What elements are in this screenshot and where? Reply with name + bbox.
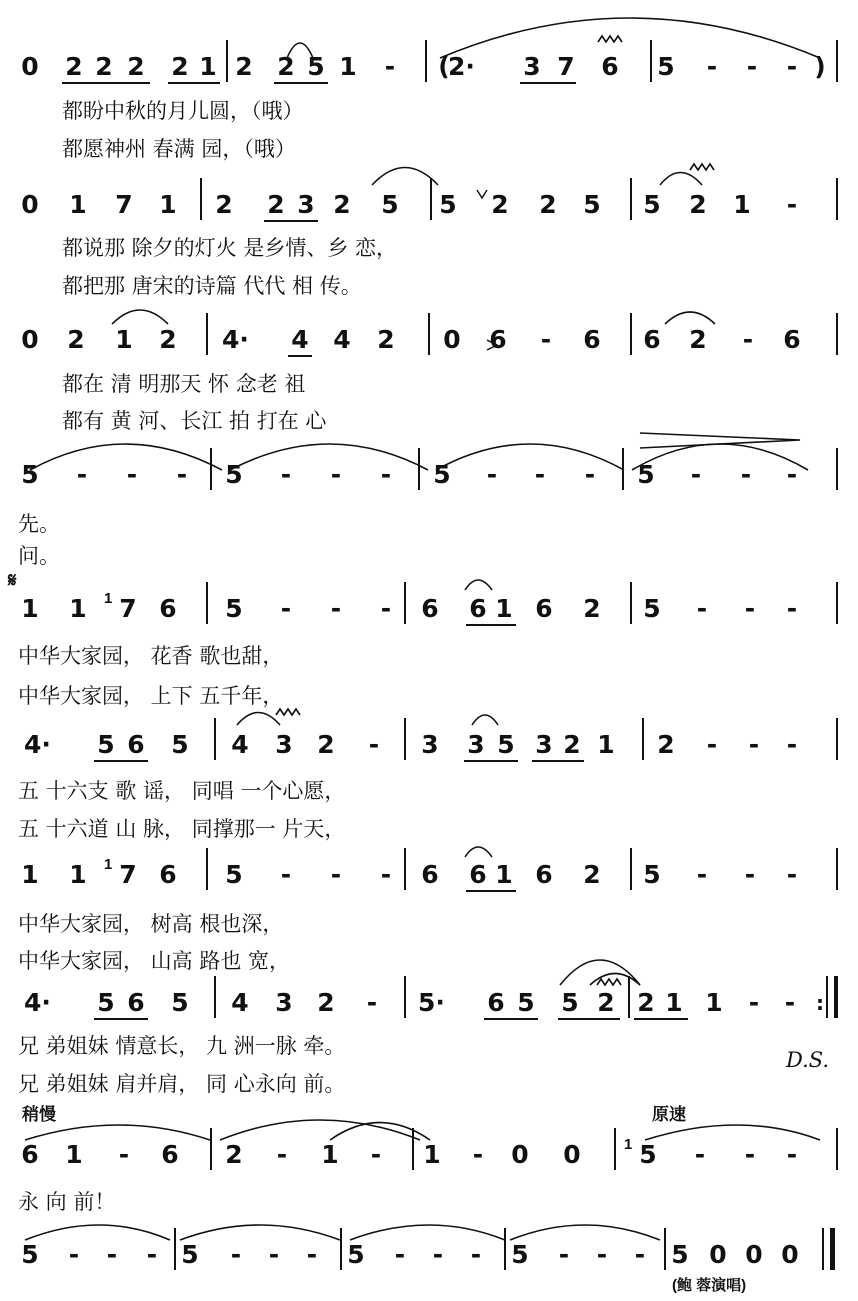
notes-row-10: 5 - - - 5 - - - 5 - - - 5 - - - 5 0 0 0 <box>21 1240 799 1269</box>
notes-row-3: 0 2 1 2 4· 4 4 2 0 6 - 6 6 2 - 6 <box>21 325 801 354</box>
tempo-original: 原速 <box>652 1105 686 1124</box>
lyrics-row-7a: 中华大家园， 树高 根也深， <box>18 912 284 936</box>
lyrics-row-2b: 都把那 唐宋的诗篇 代代 相 传。 <box>62 274 362 298</box>
notes-row-2: 0 1 7 1 2 2 3 2 5 5 2 2 5 5 2 1 - <box>21 190 798 219</box>
notes-row-1: 0 2 2 2 2 1 2 2 5 1 - ( 2· 3 7 6 5 - - - ) <box>21 52 826 81</box>
repeat-dots: : <box>816 991 824 1015</box>
ds-marking: D.S. <box>786 1048 830 1072</box>
segno-icon: 𝄋 <box>8 570 17 592</box>
grace-note-1: 1 <box>104 590 113 607</box>
lyrics-row-3b: 都有 黄 河、长江 拍 打在 心 <box>62 409 327 433</box>
lyrics-row-6a: 五 十六支 歌 谣， 同唱 一个心愿， <box>18 779 346 803</box>
tempo-slow: 稍慢 <box>22 1105 56 1124</box>
notes-row-4: 5 - - - 5 - - - 5 - - - 5 - - - <box>21 460 798 489</box>
notes-row-6: 4· 5 6 5 4 3 2 - 3 3 5 3 2 1 2 - - - <box>24 730 798 759</box>
lyrics-row-8b: 兄 弟姐妹 肩并肩， 同 心永向 前。 <box>18 1072 346 1096</box>
lyrics-row-5b: 中华大家园， 上下 五千年， <box>18 684 284 708</box>
lyrics-row-1a: 都盼中秋的月儿圆，（哦） <box>62 99 304 123</box>
performer-credit: (鲍 蓉演唱) <box>672 1277 747 1294</box>
lyrics-row-1b: 都愿神州 春满 园，（哦） <box>62 137 296 161</box>
lyrics-row-5a: 中华大家园， 花香 歌也甜， <box>18 644 284 668</box>
grace-note-2: 1 <box>104 856 113 873</box>
lyrics-row-4b: 问。 <box>18 544 60 568</box>
lyrics-row-3a: 都在 清 明那天 怀 念老 祖 <box>62 372 306 396</box>
lyrics-row-2a: 都说那 除夕的灯火 是乡情、乡 恋， <box>62 236 398 260</box>
grace-note-3: 1 <box>624 1136 633 1153</box>
lyrics-row-7b: 中华大家园， 山高 路也 宽， <box>18 949 291 973</box>
notes-row-5: 1 1 7 6 5 - - - 6 6 1 6 2 5 - - - <box>21 594 798 623</box>
notes-row-7: 1 1 7 6 5 - - - 6 6 1 6 2 5 - - - <box>21 860 798 889</box>
notes-row-9: 6 1 - 6 2 - 1 - 1 - 0 0 5 - - - <box>21 1140 798 1169</box>
notes-row-8: 4· 5 6 5 4 3 2 - 5· 6 5 5 2 2 1 1 - - <box>24 988 796 1017</box>
lyrics-row-8a: 兄 弟姐妹 情意长， 九 洲一脉 牵。 <box>18 1034 346 1058</box>
lyrics-row-9: 永 向 前！ <box>18 1190 116 1214</box>
lyrics-row-6b: 五 十六道 山 脉， 同撑那一 片天， <box>18 817 346 841</box>
lyrics-row-4a: 先。 <box>18 512 60 536</box>
